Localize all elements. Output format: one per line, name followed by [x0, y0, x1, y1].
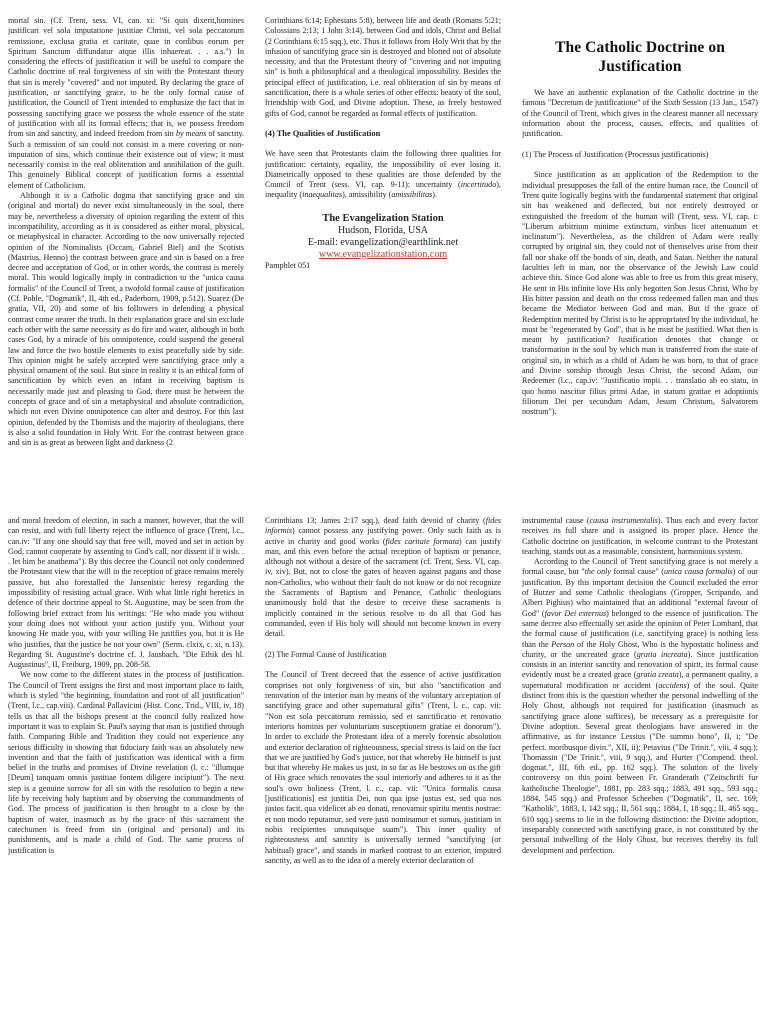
section-heading: (2) The Formal Cause of Justification [265, 649, 387, 659]
paragraph: Corinthians 6:14; Ephesians 5:8), between life and death (Romans 5:21; Colossians 2:13; 1 John 3:14), between God and idols, Christ and Belial (2 Corinthians 6:15 sqq.), etc. Thus it follows from Holy Writ that by the infusion of sanctifying grace sin is destroyed and blotted out of absolute necessity, and that the Protestant theory of "covering and not imputing sin" is both a philosophical and a theological impossibility. Besides the principal effect of justification, i.e. real obliteration of sin by means of sanctification, there is a whole series of other effects: beauty of the soul, friendship with God, and Divine adoption. These, as freely bestowed gifts of God, cannot be regarded as formal effects of justification. [265, 16, 501, 118]
paragraph: mortal sin. (Cf. Trent, sess. VI, can. xi: "Si quis dixerit,homines justificari vel sola imputatione justitiae Christi, vel sola peccatorum remissione, exclusa gratia et caritate, quae in cordibus eorum per Spiritum Sanctum diffundatur atque illis inhaereat. . . a.s.") In considering the effects of justification it will be useful to compare the Catholic doctrine of real forgiveness of sin with the Protestant theory that sin is merely "covered" and not imputed. By declaring the grace of justification, or sanctifying grace, to be the only formal cause of justification, the Council of Trent intended to emphasize the fact that in possessing sanctifying grace we possess the whole essence of the state of justification with all its formal effects; that is, we possess freedom from sin and sanctity, and indeed freedom from sin by means of sanctity. Such a remission of sin could not consist in a mere covering or non-imputation of sins, which continue their existence out of view; it must necessarily consist in the real obliteration and annihilation of the guilt. This genuinely Biblical concept of justification forms a essential element of Catholicism. [8, 16, 244, 190]
section-heading: (4) The Qualities of Justification [265, 128, 381, 138]
paragraph: and moral freedom of election, in such a manner, however, that the will can resist, and with full liberty reject the influence of grace (Trent, l.c., can.iv: "If any one should say that free will, moved and set in action by God, cannot cooperate by assenting to God's call, nor dissent if it wish. . . let him be anathema"). By this decree the Council not only condemned the Protestant view that the will in the reception of grace remains merely passive, but also forestalled the Jansenistic heresy regarding the impossibility of resisting actual grace. With what little right heretics in defence of their doctrine appeal to St. Augustine, may be seen from the following brief extract from his writings: "He who made you without your doing does not without your action justify you. Without your knowing He made you, with your willing He justifies you, but it is He who justifies, that the justice be not your own" (Serm. clxix, c. xi, n.13). Regarding St. Augustine's doctrine cf. J. Jausbach, "Die Ethik des hl. Augustinus", II, Freiburg, 1909, pp. 208-58. [8, 516, 244, 670]
paragraph: We have an authentic explanation of the Catholic doctrine in the famous "Decretum de justificatione" of the Sixth Session (13 Jan., 1547) of the Council of Trent, which gives in the clearest manner all necessary information about the process, causes, effects, and qualities of justification. [522, 88, 758, 139]
page2-column-2 [265, 516, 501, 1020]
paragraph: We now come to the different states in the process of justification. The Council of Trent assigns the first and most important place to faith, which is styled "the beginning, foundation and root of all justification" (Trent, l.c., cap.viii). Cardinal Pallavicini (Hist. Conc. Trid., VIII, iv, 18) tells us that all the bishops present at the council fully realized how important it was to explain St. Paul's saying that man is justified through faith. Comparing Bible and Tradition they could not experience any serious difficulty in showing that fiduciary faith was an absolutely new invention and that the faith of justification was identical with a firm belief in the truths and promises of Divine revelation (l. c.: "illumque [Deum] tanquam omnis justitiae fontem diligere incipiunt"). The next step is a genuine sorrow for all sin with the resolution to begin a new life by receiving holy baptism and by observing the commandments of God. The process of justification is then brought to a close by the baptism of water, inasmuch as by the grace of this sacrament the catechumen is freed from sin (original and personal) and its punishments, and is made a child of God. The same process of justification is [8, 670, 244, 855]
paragraph: Corinthians 13; James 2:17 sqq.), dead faith devoid of charity (fides informis) cannot possess any justifying power. Only such faith as is active in charity and good works (fides caritate formata) can justify man, and this even before the actual reception of baptism or penance, although not without a desire of the sacrament (cf. Trent, Sess. VI, cap. iv, xiv). But, not to close the gates of heaven against pagans and those non-Catholics, who without their fault do not know or do not recognize the Sacraments of Baptism and Penance, Catholic theologians unanimously hold that the desire to receive these sacraments is implicitly contained in the serious resolve to do all that God has commanded, even if His holy will should not become known in every detail. [265, 516, 501, 639]
page-2 [0, 512, 768, 1024]
page1-column-3 [522, 16, 758, 508]
publisher-location: Hudson, Florida, USA [337, 224, 428, 236]
publisher-email: E-mail: evangelization@earthlink.net [307, 236, 459, 248]
paragraph: The Council of Trent decreed that the essence of active justification comprises not only forgiveness of sin, but also "sanctification and renovation of the interior man by means of the voluntary acceptation of sanctifying grace and other supernatural gifts" (Trent, l. c., cap. vii: "Non est sola peccatorum remissio, sed et sanctificatio et renovatio interioris hominis per voluntariam susceptionem gratiae et donorum"). In order to exclude the Protestant idea of a merely forensic absolution and exterior declaration of righteousness, special stress is laid on the fact that we are justified by God's justice, not that whereby He himself is just but that whereby He makes us just, in so far as He bestows on us the gift of His grace which renovates the soul interiorly and adheres to it as the soul's own holiness (Trent, l. c., cap. vii: "Unica formalis causa [justificationis] est justitia Dei, non qua ipse justus est, sed qua nos justos facit, qua videlicet ab eo donati, renovamur spiritu mentis nostrae: et non modo reputamur, sed vere justi nominamur et sumus, justitiam in nobis recipientes unusquisque suam"). This inner quality of righteousness and sanctity is universally termed "sanctifying (or habitual) grace", and stands in marked contrast to an exterior, imputed sanctity, as well as to the idea of a merely exterior declaration of [265, 670, 501, 865]
document-title: The Catholic Doctrine on Justification [555, 39, 725, 75]
page2-column-1 [8, 516, 244, 1020]
section-heading: (1) The Process of Justification (Processus justificationis) [522, 149, 709, 159]
paragraph: According to the Council of Trent sanctifying grace is not merely a formal cause, but "the only formal cause" (unica causa formalis) of our justification. By this important decision the Council excluded the error of Butzer and some Catholic theologians (Gropper, Scripando, and Albert Pighius) who maintained that an additional "external favour of God" (favor Dei externus) belonged to the essence of justification. The same decree also effectually set aside the opinion of Peter Lombard, that the formal cause of justification (i.e. sanctifying grace) is nothing less than the Person of the Holy Ghost, Who is the hypostatic holiness and charity, or the uncreated grace (gratia increata). Since justification consists in an interior sanctity and renovation of spirit, its formal cause evidently must be a created grace (gratia creata), a permanent quality, a supernatural modification or accident (accidens) of the soul. Quite distinct from this is the question whether the personal indwelling of the Holy Ghost, although not required for justification (inasmuch as sanctifying grace alone suffices), be necessary as a prerequisite for Divine adoption. Several great theologians have answered in the affirmative, as for instance Lessius ("De summo bono", II, i; "De perfect. moribusque divin.", XII, ii); Petavius ("De Trinit.", viii, 4 sqq.); Thomassin ("De Trinit.", viii, 9 sqq.), and Hurter ("Compend. theol. dogmat.", III, 6th ed., pp. 162 sqq.). The solution of the lively controversy on this point between Fr. Granderath ("Zeitschrift fur katholische Theologie", 1881, pp. 283 sqq.; 1883, 491 sqq., 593 sqq.; 1884, 545 sqq.) and Professor Scheeben ("Dogmatik", II, sec. 169; "Katholik", 1883, I, 142 sqq.; II, 561 sqq.; 1884, I, 18 sqq.; II, 465 sqq., 610 sqq.) seems to lie in the following distinction: the Divine adoption, inseparably connected with sanctifying grace, is not constituted by the personal indwelling of the Holy Ghost, but receives thereby its full development and perfection. [522, 557, 758, 855]
page1-column-2 [265, 16, 501, 508]
paragraph: Although it is a Catholic dogma that sanctifying grace and sin (original and mortal) do never exist simultaneously in the soul, there may be, nevertheless a diversity of opinion regarding the extent of this incompatibility, according as it is considered as either moral, physical, or metaphysical in character. According to the now universally rejected opinion of the Nominalists (Occam, Gabriel Biel) and the Scotists (Mastrius, Henno) the contrast between grace and sin is based on a free decree and acceptation of God, or in other words, the contrast is merely moral. This would logically imply in contradiction to the "unica causa formalis" of the Council of Trent, a twofold formal cause of justification (Cf. Pohle, "Dogmatik", II, 4th ed., Paderborn, 1909, p.512). Suarez (De gratia, VII, 20) and some of his followers in defending a physical contrast come nearer the truth. In their explanation grace and sin exclude each other with the same necessity as do fire and water, although in both cases God, by a miracle of his omnipotence, could suspend the general law and force the two hostile elements to exist peacefully side by side. This opinion might be safely accepted were sanctifying grace only a physical ornament of the soul. But since in reality it is an ethical form of sanctification by which even an infant in receiving baptism is necessarily made just and pleasing to God, there must be between the concepts of grace and of sin a metaphysical and absolute contradiction, which not even Divine omnipotence can alter and destroy. For this last opinion, defended by the Thomists and the majority of theologians, there is also a solid foundation in Holy Writ. For the contrast between grace and sin is as great as between light and darkness (2 [8, 191, 244, 448]
paragraph: We have seen that Protestants claim the following three qualities for justification: certainty, equality, the impossibility of ever losing it. Diametrically opposed to these qualities are those defended by the Council of Trent (sess. VI, cap. 9-11): uncertainty (incertitudo), inequality (inaequalitas), amissibility (amissibilitas). [265, 149, 501, 200]
pamphlet-number: Pamphlet 051 [265, 260, 311, 270]
page1-column-1 [8, 16, 244, 508]
publisher-website-link[interactable]: www.evangelizationstation.com [318, 248, 448, 260]
page2-column-3 [522, 516, 758, 1020]
publisher-name: The Evangelization Station [322, 212, 444, 224]
paragraph: Since justification as an application of the Redemption to the individual presupposes the fall of the entire human race, the Council of Trent quite logically begins with the fundamental statement that original sin has weakened and deflected, but not entirely destroyed or extinguished the freedom of the human will (Trent, sess. VI, cap. i: "Liberum arbitrium minime extinctum, viribus licet attenuatum et inclinatum"). Nevertheless, as the children of Adam were really corrupted by original sin, they could not of themselves arise from their fall nor shake off the bonds of sin, death, and Satan. Neither the natural faculties left in man, nor the observance of the Jewish Law could achieve this. Since God alone was able to free us from this great misery, He sent in His infinite love His only begotten Son Jesus Christ, Who by His bitter passion and death on the cross redeemed fallen man and thus became the Mediator between God and man. But if the grace of Redemption merited by Christ is to be appropriated by the individual, he must be "regenerated by God", that is he must be justified. What then is meant by justification? Justification denotes that change or transformation in the soul by which man is transferred from the state of original sin, in which as a child of Adam he was born, to that of grace and Divine sonship through Jesus Christ, the second Adam, our Redeemer (l.c., cap.iv: "Justificatio impii. . . translatio ab eo statu, in quo homo nascitur filius primi Adae, in statum gratiae et adoptionis filiorum Dei per secundum Adam, Jesum Christum, Salvatorem nostrum"). [522, 170, 758, 417]
publisher-block [265, 213, 501, 261]
paragraph: instrumental cause (causa instrumentalis). Thus each and every factor receives its full share and is assigned its proper place. Hence the Catholic doctrine on justification, in welcome contrast to the Protestant teaching, stands out as a reasonable, consistent, harmonious system. [522, 516, 758, 556]
